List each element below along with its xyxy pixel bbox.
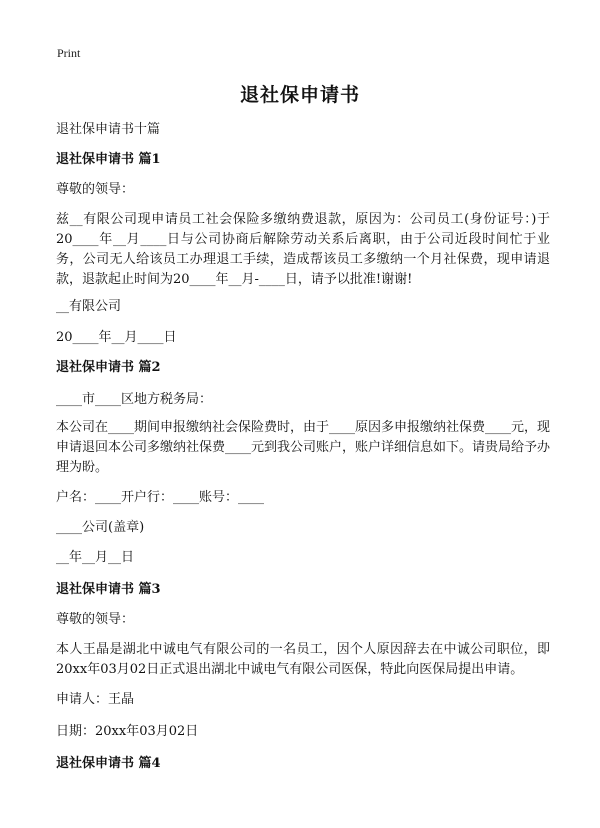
document-title: 退社保申请书 bbox=[239, 84, 360, 106]
section-1-heading: 退社保申请书 篇1 bbox=[56, 152, 161, 167]
section-1-date: 20____年__月____日 bbox=[56, 330, 177, 345]
section-3-salutation: 尊敬的领导： bbox=[56, 612, 135, 627]
intro-line: 退社保申请书十篇 bbox=[56, 122, 161, 137]
section-2-addressee: ____市____区地方税务局： bbox=[56, 392, 213, 407]
section-3-date: 日期：20xx年03月02日 bbox=[56, 724, 199, 739]
section-2-body: 本公司在____期间申报缴纳社会保险费时，由于____原因多申报缴纳社保费____元，现申请退回本公司多缴纳社保费____元到我公司账户，账户详细信息如下。请贵局给予办理为盼。 bbox=[56, 420, 551, 475]
section-1-signer: __有限公司 bbox=[56, 299, 122, 314]
section-1-body: 兹__有限公司现申请员工社会保险多缴纳费退款，原因为：公司员工(身份证号：)于20____年__月____日与公司协商后解除劳动关系后离职，由于公司近段时间忙于业务，公司无人给该员工办理退工手续，造成帮该员工多缴纳一个月社保费，现申请退款，退款起止时间为20____年__月-____日，请予以批准!谢谢! bbox=[56, 212, 550, 287]
section-2-account-line: 户名：____开户行：____账号：____ bbox=[56, 490, 265, 505]
section-3-applicant: 申请人：王晶 bbox=[56, 692, 135, 707]
section-1-salutation: 尊敬的领导： bbox=[56, 182, 135, 197]
print-link[interactable]: Print bbox=[57, 46, 81, 60]
section-2-date: __年__月__日 bbox=[56, 550, 135, 565]
section-4-heading: 退社保申请书 篇4 bbox=[56, 756, 161, 771]
section-2-company-seal: ____公司(盖章) bbox=[56, 520, 145, 535]
section-3-heading: 退社保申请书 篇3 bbox=[56, 582, 161, 597]
section-2-heading: 退社保申请书 篇2 bbox=[56, 360, 161, 375]
section-3-body: 本人王晶是湖北中诚电气有限公司的一名员工，因个人原因辞去在中诚公司职位，即20xx年03月02日正式退出湖北中诚电气有限公司医保，特此向医保局提出申请。 bbox=[56, 642, 550, 677]
